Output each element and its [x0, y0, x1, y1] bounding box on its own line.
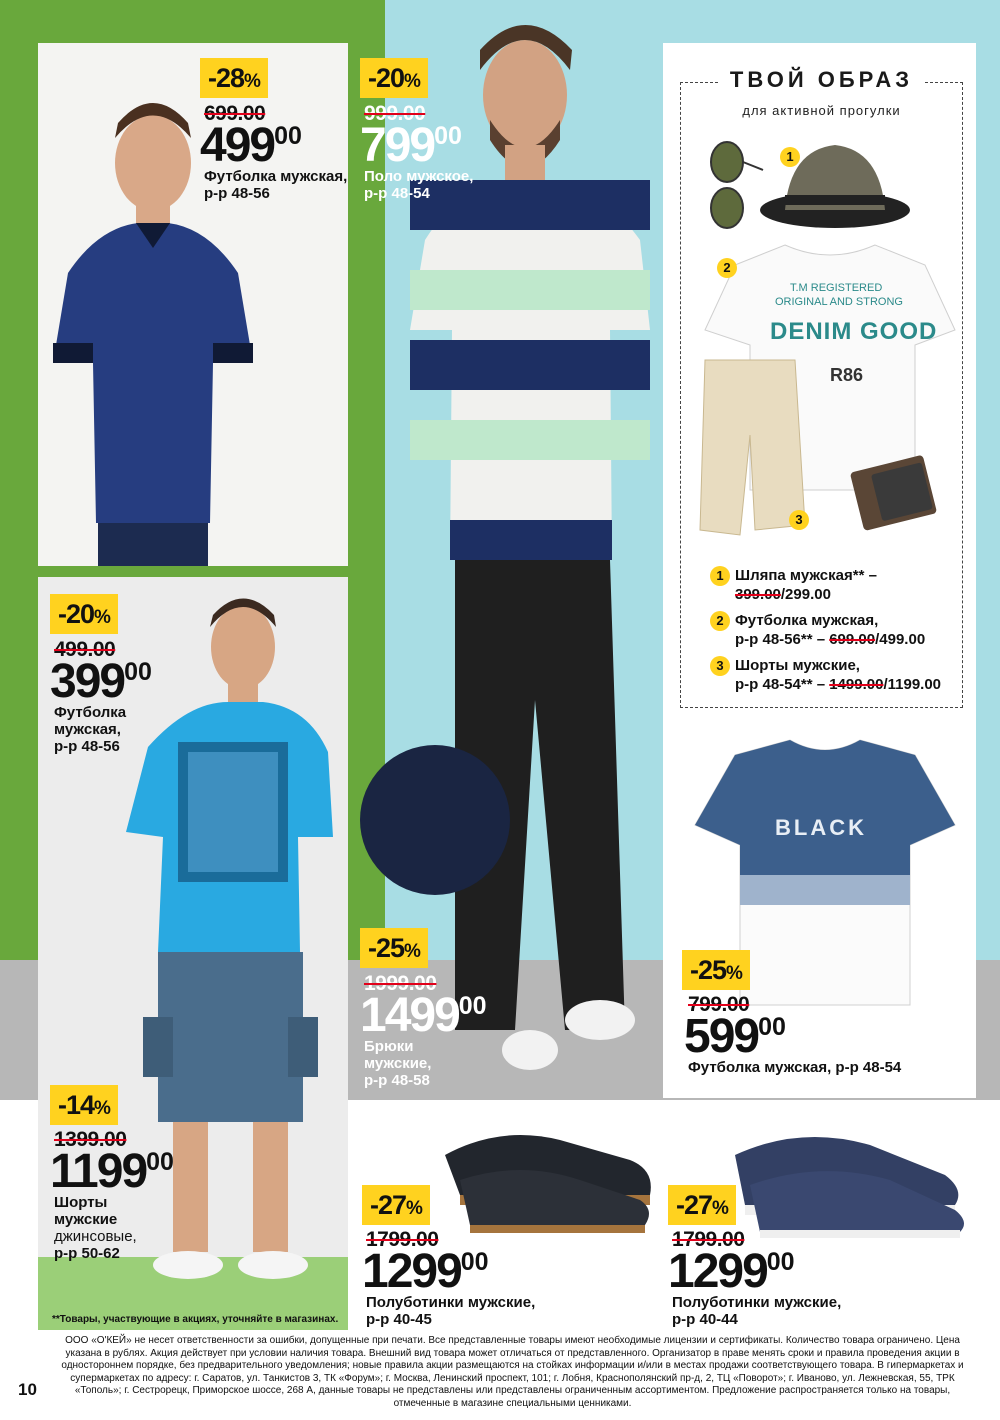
outfit-list-marker-2: 2: [710, 611, 730, 631]
name-white-tshirt: Футболка мужская, р-р 48-54: [688, 1059, 902, 1076]
outfit-item-3: [735, 656, 941, 694]
old-price-polo: 999.00: [364, 102, 426, 125]
name-trousers: Брюки мужские, р-р 48-58: [364, 1038, 432, 1089]
price-white-tshirt: 59900: [684, 1010, 786, 1063]
old-price-navy-tshirt: 699.00: [204, 102, 266, 125]
discount-badge-navy-tshirt: -28%: [200, 58, 268, 98]
blue-shoes-image: [730, 1130, 970, 1240]
outfit-marker-3: 3: [789, 510, 809, 530]
price-trousers: 149900: [360, 989, 487, 1042]
wallet-icon: [848, 458, 938, 528]
outfit-subtitle: для активной прогулки: [742, 103, 901, 118]
old-price-black-shoes: 1799.00: [366, 1228, 439, 1251]
outfit-marker-2: 2: [717, 258, 737, 278]
outfit-item-3-price: [735, 675, 941, 694]
tshirt-print-line1: T.M REGISTERED: [790, 282, 883, 294]
outfit-item-1-name: Шляпа мужская** –: [735, 567, 877, 584]
discount-badge-trousers: -25%: [360, 928, 428, 968]
black-shoes-image: [440, 1125, 660, 1235]
discount-badge-polo: -20%: [360, 58, 428, 98]
outfit-item-3-old-price: 1499.00: [829, 676, 884, 693]
outfit-item-2-name: Футболка мужская,: [735, 612, 879, 629]
price-blue-tshirt: 39900: [50, 655, 152, 708]
name-blue-tshirt: Футболка мужская, р-р 48-56: [54, 704, 127, 755]
page-number: 10: [18, 1380, 37, 1399]
name-navy-tshirt: Футболка мужская, р-р 48-56: [204, 168, 348, 202]
price-shorts: 119900: [50, 1145, 174, 1198]
outfit-item-2-old-price: 699.00: [829, 631, 876, 648]
outfit-item-1-old-price: 399.00: [735, 586, 781, 603]
outfit-item-3-size: р-р 48-54** –: [735, 676, 830, 693]
outfit-item-1: [735, 566, 877, 604]
outfit-list-marker-1: 1: [710, 566, 730, 586]
white-tshirt-print: BLACK: [775, 815, 867, 840]
discount-badge-shorts: -14%: [50, 1085, 118, 1125]
outfit-item-2: [735, 611, 925, 649]
outfit-item-3-name: Шорты мужские,: [735, 657, 860, 674]
discount-badge-blue-tshirt: -20%: [50, 594, 118, 634]
discount-badge-blue-shoes: -27%: [668, 1185, 736, 1225]
footnote: **Товары, участвующие в акциях, уточняйте в магазинах.: [52, 1314, 339, 1325]
old-price-shorts: 1399.00: [54, 1128, 127, 1151]
name-black-shoes: Полуботинки мужские, р-р 40-45: [366, 1294, 536, 1328]
name-polo: Поло мужское, р-р 48-54: [364, 168, 474, 202]
outfit-shorts-image: [700, 355, 810, 535]
old-price-trousers: 1999.00: [364, 972, 437, 995]
tshirt-print-line2: ORIGINAL AND STRONG: [775, 296, 903, 308]
outfit-item-1-price: [735, 585, 877, 604]
old-price-white-tshirt: 799.00: [688, 993, 750, 1016]
outfit-item-1-new-price: /299.00: [780, 586, 831, 603]
discount-badge-black-shoes: -27%: [362, 1185, 430, 1225]
outfit-item-2-size: р-р 48-56** –: [735, 631, 830, 648]
price-black-shoes: 129900: [362, 1245, 489, 1298]
name-shorts: Шорты мужские джинсовые, р-р 50-62: [54, 1194, 137, 1262]
outfit-marker-1: 1: [780, 147, 800, 167]
tshirt-print-line3: DENIM GOOD: [770, 318, 938, 345]
old-price-blue-shoes: 1799.00: [672, 1228, 745, 1251]
outfit-item-2-price: [735, 630, 925, 649]
tshirt-print-line4: R86: [830, 365, 864, 385]
outfit-item-3-new-price: /1199.00: [883, 676, 942, 693]
discount-badge-white-tshirt: -25%: [682, 950, 750, 990]
outfit-title: ТВОЙ ОБРАЗ: [680, 67, 963, 93]
sunglasses-icon: [705, 140, 765, 230]
price-polo: 79900: [360, 119, 462, 172]
price-navy-tshirt: 49900: [200, 119, 302, 172]
legal-disclaimer: ООО «О'КЕЙ» не несет ответственности за ошибки, допущенные при печати. Все представленные товары имеют необходимые лицензии и сертификаты. Количество товара ограничено. Цена указана в рублях. Акция действует при условии наличия товара. Внешний вид товара может отличаться от представленного. Организатор в праве менять сроки и правила проведения акции в одностороннем порядке, без предварительного уведомления; новые правила акции размещаются на стойках информации и/или в местах продажи соответствующего товара. В гипермаркетах и супермаркетах по адресу: г. Саратов, ул. Танкистов 3, ТК «Форум»; г. Москва, Ленинский проспект, 101; г. Лобня, Краснополянский пр-д, 2, ТЦ «Поворот»; г. Иваново, ул. Лежневская, 55, ТРК «Тополь»; г. Сестрорецк, Приморское шоссе, 268 А, данные товары не представлены или представлены ограниченным ассортиментом. Предложение распространяется только на товары, отмеченные в магазине специальными ценниками.: [61, 1335, 964, 1409]
old-price-blue-tshirt: 499.00: [54, 638, 116, 661]
name-blue-shoes: Полуботинки мужские, р-р 40-44: [672, 1294, 842, 1328]
price-blue-shoes: 129900: [668, 1245, 795, 1298]
outfit-item-2-new-price: /499.00: [875, 631, 926, 648]
outfit-list-marker-3: 3: [710, 656, 730, 676]
